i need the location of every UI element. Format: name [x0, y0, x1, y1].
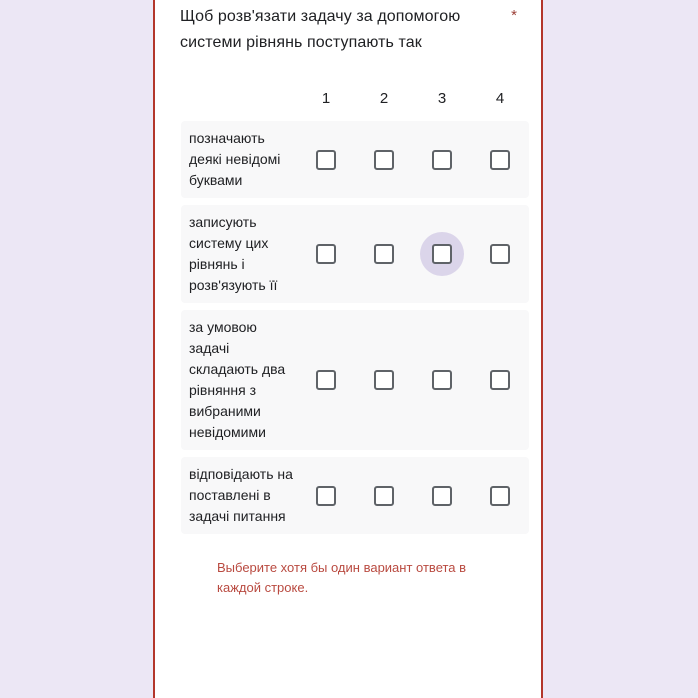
- checkbox-r1-c1[interactable]: [316, 150, 336, 170]
- column-header-1: 1: [321, 90, 331, 107]
- checkbox-wrap: [432, 150, 452, 170]
- checkbox-r2-c3[interactable]: [432, 244, 452, 264]
- column-header-4: 4: [495, 90, 505, 107]
- checkbox-wrap: [374, 244, 394, 264]
- checkbox-r4-c4[interactable]: [490, 486, 510, 506]
- grid-row-4: [181, 457, 529, 534]
- grid-cell-r2-c1: [297, 244, 355, 264]
- grid-cell-r4-c3: [413, 486, 471, 506]
- grid-cell-r2-c4: [471, 244, 529, 264]
- checkbox-wrap: [316, 244, 336, 264]
- checkbox-r1-c4[interactable]: [490, 150, 510, 170]
- grid-cell-r3-c1: [297, 370, 355, 390]
- checkbox-wrap: [316, 370, 336, 390]
- checkbox-wrap: [490, 370, 510, 390]
- grid-row-2: [181, 205, 529, 303]
- checkbox-r1-c3[interactable]: [432, 150, 452, 170]
- grid-cell-r1-c1: [297, 150, 355, 170]
- checkbox-r4-c3[interactable]: [432, 486, 452, 506]
- grid-cell-r3-c2: [355, 370, 413, 390]
- grid-cell-r3-c3: [413, 370, 471, 390]
- checkbox-wrap: [432, 486, 452, 506]
- grid-cell-r2-c2: [355, 244, 413, 264]
- row-label: за умовою задачі складають два рівняння з вибраними невідомими: [189, 319, 286, 440]
- question-card: [153, 0, 543, 698]
- grid-cell-r1-c4: [471, 150, 529, 170]
- grid-cell-r4-c4: [471, 486, 529, 506]
- question-title-row: [180, 4, 517, 56]
- grid-cell-r4-c2: [355, 486, 413, 506]
- checkbox-r3-c3[interactable]: [432, 370, 452, 390]
- grid-row-3: [181, 310, 529, 450]
- row-label: позначають деякі невідомі буквами: [189, 130, 281, 188]
- checkbox-r3-c1[interactable]: [316, 370, 336, 390]
- grid-cell-r4-c1: [297, 486, 355, 506]
- checkbox-wrap: [490, 150, 510, 170]
- checkbox-r2-c4[interactable]: [490, 244, 510, 264]
- checkbox-r4-c2[interactable]: [374, 486, 394, 506]
- checkbox-wrap: [490, 244, 510, 264]
- error-message: Выберите хотя бы один вариант ответа в каждой строке.: [217, 560, 467, 595]
- checkbox-wrap: [432, 370, 452, 390]
- row-label: записують систему цих рівнянь і розв'язують її: [189, 214, 278, 293]
- grid-cell-r3-c4: [471, 370, 529, 390]
- checkbox-grid: [181, 90, 529, 534]
- grid-cell-r2-c3: [413, 244, 471, 264]
- checkbox-wrap: [490, 486, 510, 506]
- checkbox-wrap: [374, 486, 394, 506]
- row-label: відповідають на поставлені в задачі питання: [189, 466, 293, 524]
- checkbox-r4-c1[interactable]: [316, 486, 336, 506]
- checkbox-wrap: [316, 150, 336, 170]
- grid-header-row: [181, 90, 529, 107]
- grid-cell-r1-c3: [413, 150, 471, 170]
- checkbox-wrap: [432, 244, 452, 264]
- grid-cell-r1-c2: [355, 150, 413, 170]
- checkbox-r3-c2[interactable]: [374, 370, 394, 390]
- column-header-3: 3: [437, 90, 447, 107]
- required-asterisk: *: [511, 7, 517, 24]
- grid-row-1: [181, 121, 529, 198]
- column-header-2: 2: [379, 90, 389, 107]
- checkbox-r1-c2[interactable]: [374, 150, 394, 170]
- checkbox-wrap: [374, 370, 394, 390]
- checkbox-wrap: [316, 486, 336, 506]
- checkbox-r3-c4[interactable]: [490, 370, 510, 390]
- question-title: Щоб розв'язати задачу за допомогою системи рівнянь поступають так: [180, 8, 461, 51]
- checkbox-r2-c1[interactable]: [316, 244, 336, 264]
- checkbox-r2-c2[interactable]: [374, 244, 394, 264]
- checkbox-wrap: [374, 150, 394, 170]
